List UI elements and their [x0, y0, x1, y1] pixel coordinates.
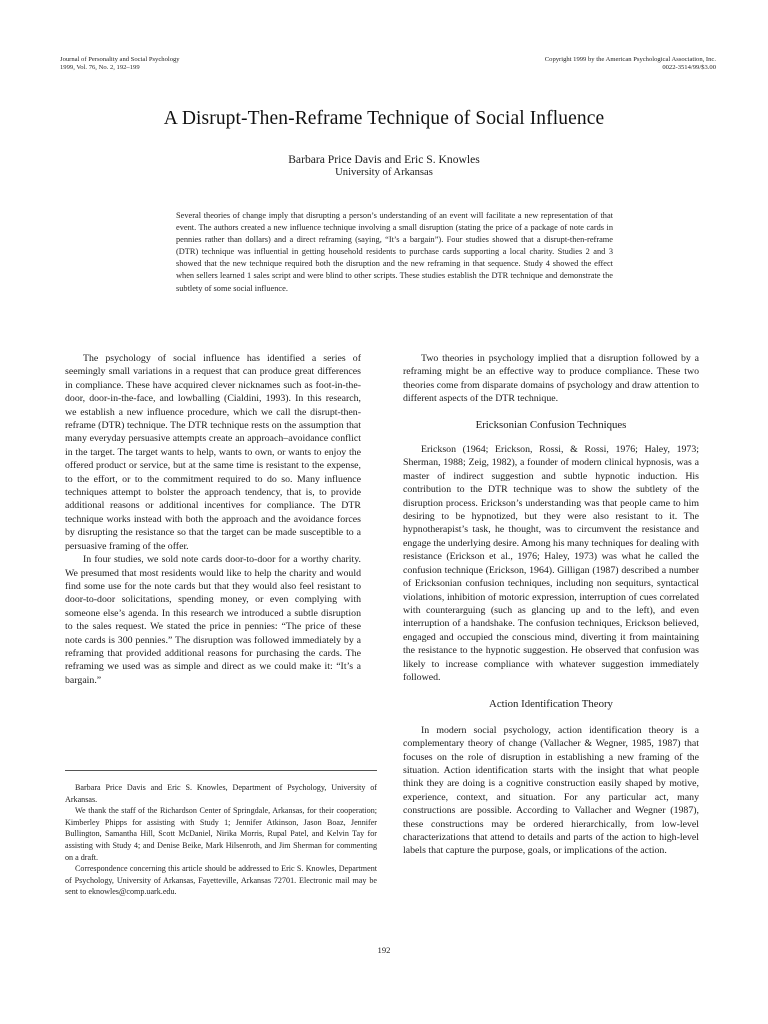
footnote: We thank the staff of the Richardson Center of Springdale, Arkansas, for their cooperation; Kimberley Phipps for assisting with Study 1; Jennifer Atkinson, Jason Boaz, Jennifer Bullington, Samantha Hill, Scott McDaniel, Nirika Morris, Rupal Patel, and Kelvin Tay for assisting with Study 4; and Denise Beike, Mark Hilsenroth, and Jim Sherman for commenting on a draft. — [65, 806, 377, 862]
journal-volume: 1999, Vol. 76, No. 2, 192–199 — [60, 64, 140, 72]
body-paragraph: The psychology of social influence has identified a series of seemingly small variations in a request that can produce great differences in compliance. These have acquired clever nicknames such as foot-in-the-door, door-in-the-face, and lowballing (Cialdini, 1993). In this research, we establish a new influence procedure, which we call the disrupt-then-reframe (DTR) technique. The DTR technique rests on the assumption that many everyday persuasive attempts create an approach–avoidance conflict in the target. The target wants to help, wants to own, or wants to enjoy the offered product or service, but at the same time is resistant to the expense, to the effort, or to the commitment required to do so. Many influence techniques attempt to bolster the approach tendency, that is, to provide additional reasons or additional incentives for compliance. The DTR technique works instead with both the approach and the avoidance forces by disrupting the resistance so that the target can be made susceptible to a persuasive framing of the offer. — [65, 353, 361, 552]
page-number: 192 — [377, 945, 391, 955]
right-column — [403, 352, 699, 858]
article-title: A Disrupt-Then-Reframe Technique of Social Influence — [163, 108, 605, 129]
abstract: Several theories of change imply that disrupting a person’s understanding of an event will facilitate a new representation of that event. The authors created a new influence technique involving a small disruption (stating the price of a package of note cards in pennies rather than dollars) and a direct reframing (saying, “It’s a bargain”). Four studies showed that a disrupt-then-reframe (DTR) technique was influential in getting household residents to purchase cards supporting a local charity. Studies 2 and 3 showed that the new technique required both the disruption and the new reframing in that sequence. Study 4 showed the effect when sellers learned 1 sales script and were blind to other scripts. These studies establish the DTR technique and demonstrate the subtlety of some social influence. — [176, 211, 613, 293]
author-affiliation: University of Arkansas — [335, 167, 433, 178]
footnotes — [65, 782, 377, 898]
body-paragraph: In modern social psychology, action identification theory is a complementary theory of change (Vallacher & Wegner, 1985, 1987) that focuses on the role of disruption in establishing a new framing of the situation. Action identification starts with the insight that what people think they are doing is a cognitive construction easily shaped by motive, experience, context, and situation. For any particular act, many constructions are possible. According to Vallacher and Wegner (1987), these constructions may be ordered hierarchically, from low-level characterizations that attend to details and parts of the action to high-level labels that capture the purpose, goals, or implications of the action. — [403, 724, 699, 857]
article-code: 0022-3514/99/$3.00 — [662, 64, 716, 72]
section-heading-ericksonian: Ericksonian Confusion Techniques — [475, 418, 627, 431]
journal-header-right — [545, 56, 716, 73]
left-column — [65, 352, 361, 687]
footnote: Correspondence concerning this article should be addressed to Eric S. Knowles, Department of Psychology, University of Arkansas, Fayetteville, Arkansas 72701. Electronic mail may be sent to eknowles@comp.uark.edu. — [65, 864, 377, 897]
section-heading-action-identification: Action Identification Theory — [489, 698, 613, 711]
body-paragraph: Two theories in psychology implied that a disruption followed by a reframing might be an effective way to produce compliance. These two theories come from disparate domains of psychology and draw attention to different aspects of the DTR technique. — [403, 353, 699, 405]
journal-header-left — [60, 56, 180, 73]
copyright-notice: Copyright 1999 by the American Psychological Association, Inc. — [544, 56, 716, 63]
article-authors: Barbara Price Davis and Eric S. Knowles — [288, 153, 480, 166]
journal-name: Journal of Personality and Social Psychology — [60, 56, 180, 63]
body-paragraph: Erickson (1964; Erickson, Rossi, & Rossi, 1976; Haley, 1973; Sherman, 1988; Zeig, 1982), a founder of modern clinical hypnosis, was a master of indirect suggestion and subtle hypnotic induction. His contribution to the DTR technique was to show the subtlety of the disruption process. Erickson’s understanding was that people came to him desiring to be hypnotized, but they were also resistant to it. The hypnotherapist’s task, he thought, was to circumvent the resistance and engage the underlying desire. Among his many techniques for dealing with resistance (Erickson et al., 1976; Haley, 1973) was what he called the confusion technique (Erickson, 1964). Gilligan (1987) described a number of Ericksonian confusion techniques, including non sequiturs, syntactical violations, inhibition of motoric expression, interruption of cues correlated with counterarguing (such as glancing up and to the left), and even interruption of a handshake. The confusion techniques, Erickson believed, engaged and occupied the conscious mind, diverting it from maintaining the resistance to the hypnotic suggestion. He observed that confusion was likely to increase compliance with whatever suggestion immediately followed. — [403, 444, 699, 683]
body-paragraph: In four studies, we sold note cards door-to-door for a worthy charity. We presumed that most residents would like to help the charity and would find some use for the note cards but that they would also feel resistant to door-to-door solicitations, spending money, or even complying with someone else’s agenda. In this research we introduced a subtle disruption to the sales request. We stated the price in pennies: “The price of these note cards is 300 pennies.” The disruption was followed immediately by a reframing that provided additional reasons for purchasing the cards. The reframing we used was as simple and direct as we could make it: “It’s a bargain.” — [65, 554, 361, 686]
footnote: Barbara Price Davis and Eric S. Knowles, Department of Psychology, University of Arkansas. — [65, 783, 377, 804]
footnote-divider — [65, 770, 377, 771]
